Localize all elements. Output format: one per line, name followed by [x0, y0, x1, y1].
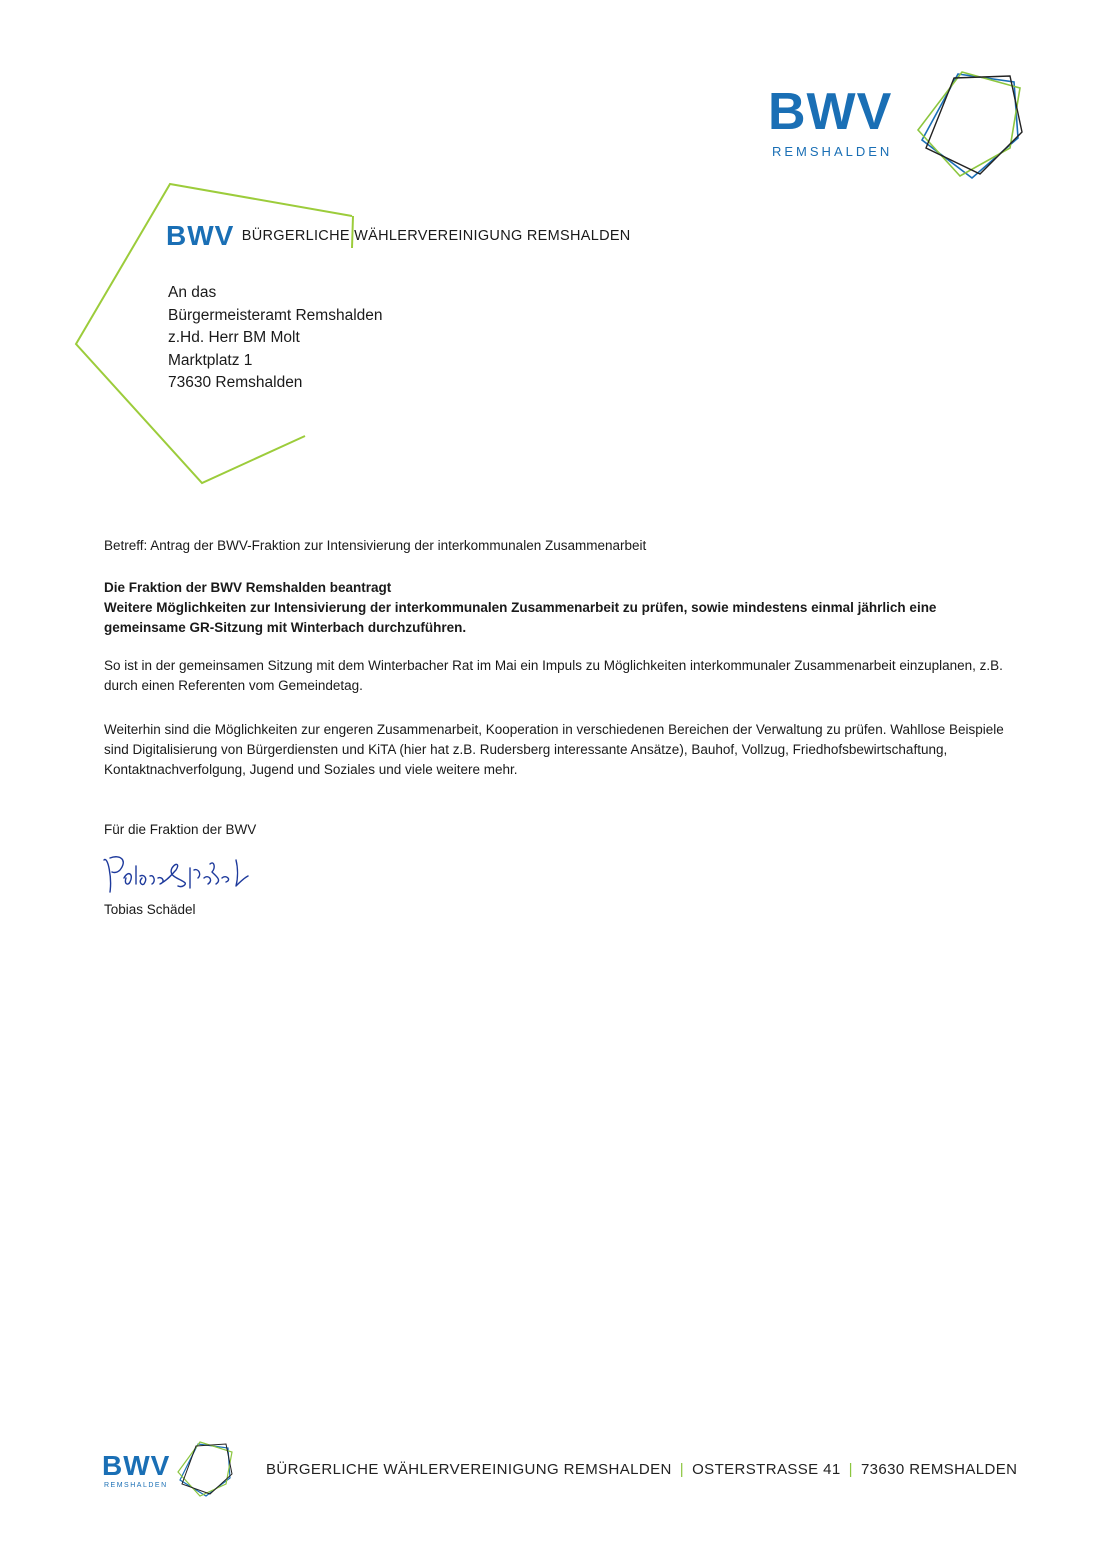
subject-line: Betreff: Antrag der BWV-Fraktion zur Intensivierung der interkommunalen Zusammenarbeit	[104, 538, 647, 553]
footer-separator: |	[848, 1461, 853, 1478]
footer-organization: BÜRGERLICHE WÄHLERVEREINIGUNG REMSHALDEN	[266, 1461, 672, 1478]
footer-city: 73630 REMSHALDEN	[860, 1461, 1018, 1478]
pentagon-logo-icon	[910, 68, 1025, 183]
motion-heading: Die Fraktion der BWV Remshalden beantragt	[104, 580, 392, 595]
footer-logo-brand: BWV	[102, 1450, 171, 1481]
footer-address	[266, 1461, 1017, 1478]
address-line: Marktplatz 1	[168, 351, 253, 369]
motion-text: Weitere Möglichkeiten zur Intensivierung der interkommunalen Zusammenarbeit zu prüfen, sowie mindestens einmal jährlich eine gemeinsame GR-Sitzung mit Winterbach durchzuführen.	[104, 600, 937, 635]
footer-logo-subtitle: REMSHALDEN	[104, 1482, 168, 1489]
address-line: z.Hd. Herr BM Molt	[168, 329, 300, 346]
motion-block	[104, 578, 1004, 638]
handwritten-signature	[98, 848, 268, 900]
footer-street: OSTERSTRASSE 41	[692, 1461, 841, 1478]
letterhead-brand: BWV	[166, 220, 235, 251]
address-line: Bürgermeisteramt Remshalden	[168, 306, 383, 324]
footer-pentagon-icon	[172, 1440, 236, 1500]
address-line: An das	[168, 284, 217, 301]
letterhead-organization: BÜRGERLICHE WÄHLERVEREINIGUNG REMSHALDEN	[241, 228, 631, 244]
closing-line: Für die Fraktion der BWV	[104, 822, 257, 837]
paragraph-1: So ist in der gemeinsamen Sitzung mit dem Winterbacher Rat im Mai ein Impuls zu Möglichkeiten interkommunaler Zusammenarbeit einzuplanen, z.B. durch einen Referenten vom Gemeindetag.	[104, 658, 1003, 693]
footer-logo	[102, 1440, 242, 1500]
letterhead	[166, 222, 631, 250]
signer-name: Tobias Schädel	[104, 902, 196, 917]
logo-brand: BWV	[768, 83, 893, 141]
paragraph-2: Weiterhin sind die Möglichkeiten zur engeren Zusammenarbeit, Kooperation in verschiedenen Bereichen der Verwaltung zu prüfen. Wahllose Beispiele sind Digitalisierung von Bürgerdiensten und KiTA (hier hat z.B. Rudersberg interessante Ansätze), Bauhof, Vollzug, Friedhofsbewirtschaftung, Kontaktnachverfolgung, Jugend und Soziales und viele weitere mehr.	[104, 722, 1004, 777]
header-logo	[760, 68, 1025, 183]
logo-subtitle: REMSHALDEN	[772, 144, 893, 159]
recipient-address	[168, 282, 383, 395]
footer-separator: |	[679, 1461, 685, 1478]
address-line: 73630 Remshalden	[168, 374, 303, 391]
